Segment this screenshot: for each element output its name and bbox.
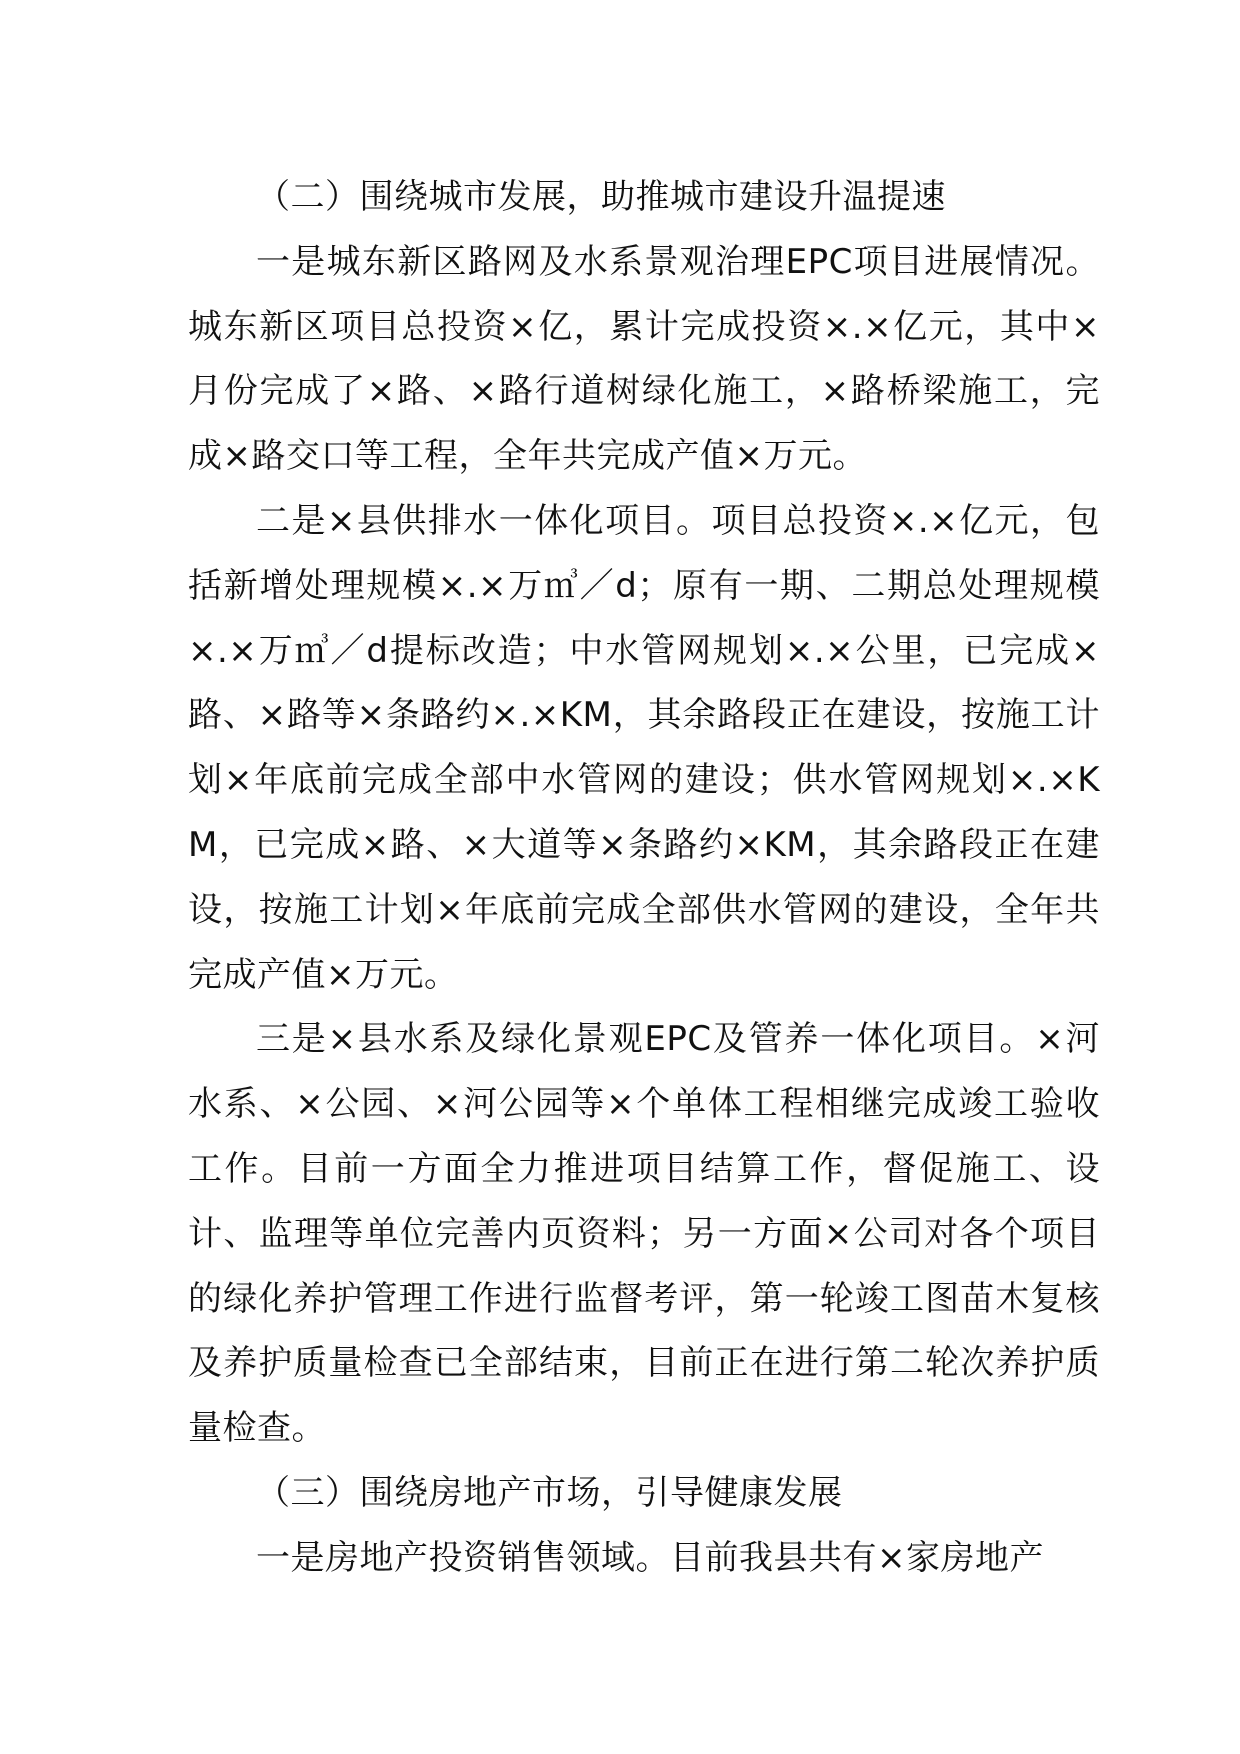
paragraph-real-estate: 一是房地产投资销售领域。目前我县共有×家房地产 <box>256 1537 1044 1578</box>
paragraph-landscape-project: 三是×县水系及绿化景观EPC及管养一体化项目。×河水系、×公园、×河公园等×个单体工程相继完成竣工验收工作。目前一方面全力推进项目结算工作，督促施工、设计、监理等单位完善内页资料；另一方面×公司对各个项目的绿化养护管理工作进行监督考评，第一轮竣工图苗木复核及养护质量检查已全部结束，目前正在进行第二轮次养护质量检查。 <box>188 1019 1100 1449</box>
section-heading-3: （三）围绕房地产市场，引导健康发展 <box>256 1472 843 1513</box>
paragraph-city-east-project: 一是城东新区路网及水系景观治理EPC项目进展情况。城东新区项目总投资×亿，累计完成投资×.×亿元，其中×月份完成了×路、×路行道树绿化施工，×路桥梁施工，完成×路交口等工程，全年共完成产值×万元。 <box>188 241 1100 477</box>
paragraph-water-supply-project: 二是×县供排水一体化项目。项目总投资×.×亿元，包括新增处理规模×.×万㎥／d；原有一期、二期总处理规模×.×万㎥／d提标改造；中水管网规划×.×公里，已完成×路、×路等×条路约×.×KM，其余路段正在建设，按施工计划×年底前完成全部中水管网的建设；供水管网规划×.×KM，已完成×路、×大道等×条路约×KM，其余路段正在建设，按施工计划×年底前完成全部供水管网的建设，全年共完成产值×万元。 <box>188 500 1100 995</box>
section-heading-2: （二）围绕城市发展，助推城市建设升温提速 <box>256 177 946 217</box>
document-body <box>188 165 1100 1591</box>
